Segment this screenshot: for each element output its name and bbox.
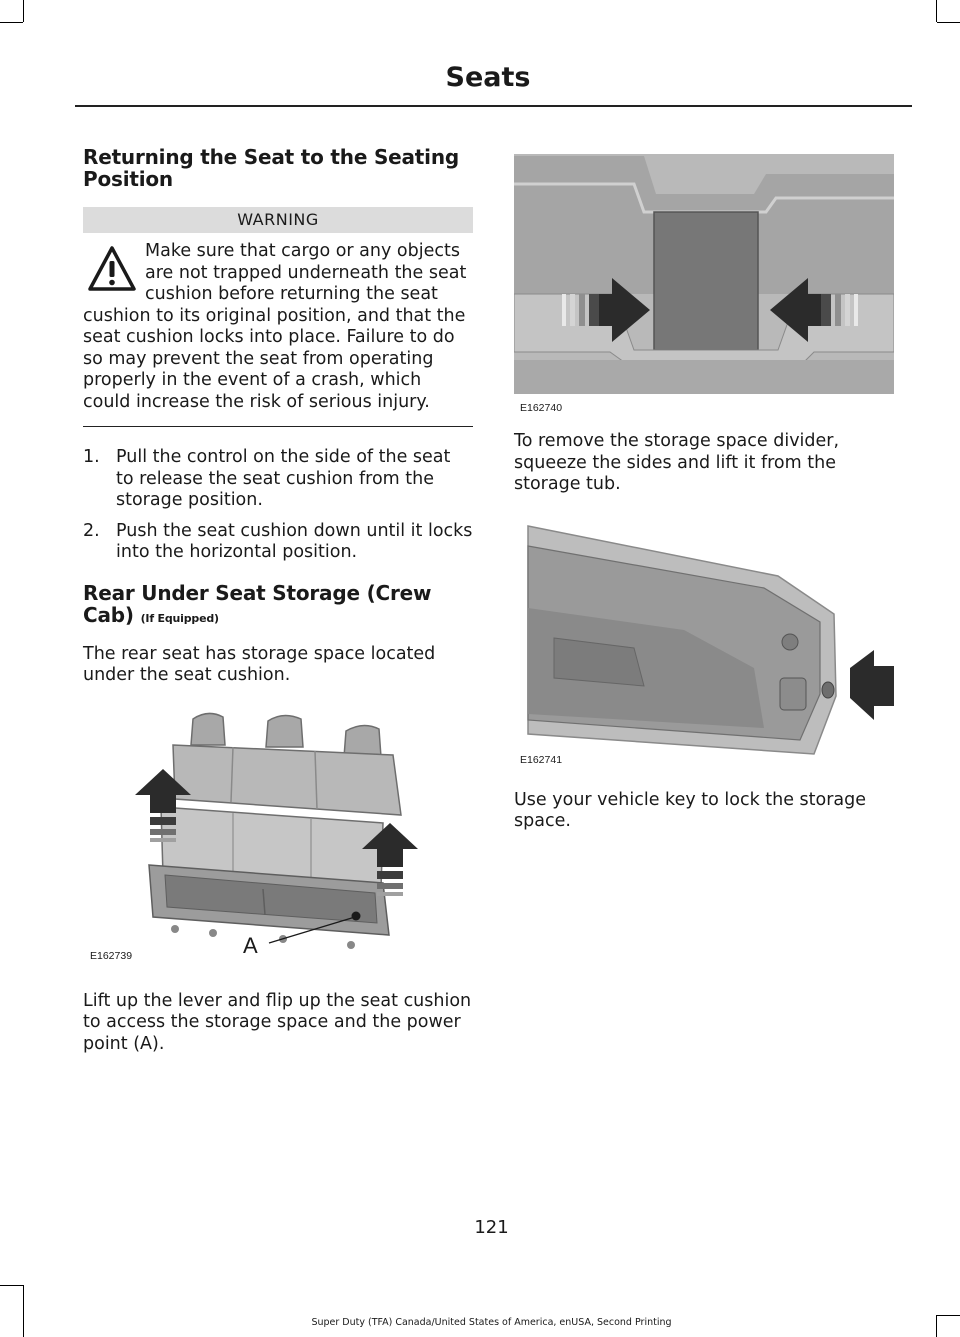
step-text: Push the seat cushion down until it locks into the horizontal position. [116, 520, 473, 562]
section-title: Seats [445, 62, 531, 93]
warning-rule [83, 426, 473, 427]
header-rule [75, 105, 912, 107]
footer-text: Super Duty (TFA) Canada/United States of America, enUSA, Second Printing [311, 1317, 672, 1328]
paragraph: Lift up the lever and flip up the seat cushion to access the storage space and the power point (A). [83, 990, 472, 1054]
figure-storage-tub [514, 518, 894, 770]
step-number: 1. [83, 447, 100, 467]
warning-label: WARNING [83, 207, 473, 233]
page-number: 121 [474, 1217, 509, 1238]
heading-suffix: (If Equipped) [140, 611, 219, 625]
figure-rear-seat [83, 707, 473, 969]
figure-divider [514, 154, 894, 420]
rear-seat-illustration [83, 707, 473, 969]
warning-text: Make sure that cargo or any objects are not trapped underneath the seat cushion before returning the seat cushion to its original position, and that the seat cushion locks into place. Failure to do so may prevent the seat from operating properly in the event of a crash, which could increase the risk of serious injury. [83, 241, 467, 412]
warning-triangle-icon [87, 245, 137, 293]
steps-list [83, 447, 473, 564]
crop-mark [937, 1315, 960, 1316]
warning-box [83, 241, 473, 413]
page-header [0, 62, 910, 93]
crop-mark [937, 22, 960, 23]
heading-text: Rear Under Seat Storage (Crew Cab) [83, 580, 432, 627]
step-text: Pull the control on the side of the seat to release the seat cushion from the storage position. [116, 447, 451, 510]
storage-divider-illustration [514, 154, 894, 394]
list-item [83, 521, 473, 564]
step-number: 2. [83, 520, 100, 541]
crop-mark [23, 0, 24, 22]
crop-mark [0, 1285, 23, 1286]
section-heading-returning: Returning the Seat to the Seating Position [83, 145, 459, 191]
figure-id: E162740 [520, 402, 563, 414]
paragraph: Use your vehicle key to lock the storage space. [514, 789, 867, 831]
crop-mark [0, 22, 23, 23]
figure-id: E162741 [520, 753, 563, 766]
crop-mark [936, 0, 937, 22]
paragraph: The rear seat has storage space located under the seat cushion. [83, 643, 436, 685]
section-heading-storage [83, 582, 473, 630]
crop-mark [23, 1285, 24, 1337]
right-column [514, 154, 894, 833]
left-column [83, 146, 473, 1055]
callout-a: A [243, 932, 258, 958]
list-item [83, 447, 473, 512]
paragraph: To remove the storage space divider, squeeze the sides and lift it from the storage tub. [514, 431, 840, 494]
figure-id: E162739 [90, 949, 133, 962]
storage-tub-illustration [514, 518, 894, 762]
